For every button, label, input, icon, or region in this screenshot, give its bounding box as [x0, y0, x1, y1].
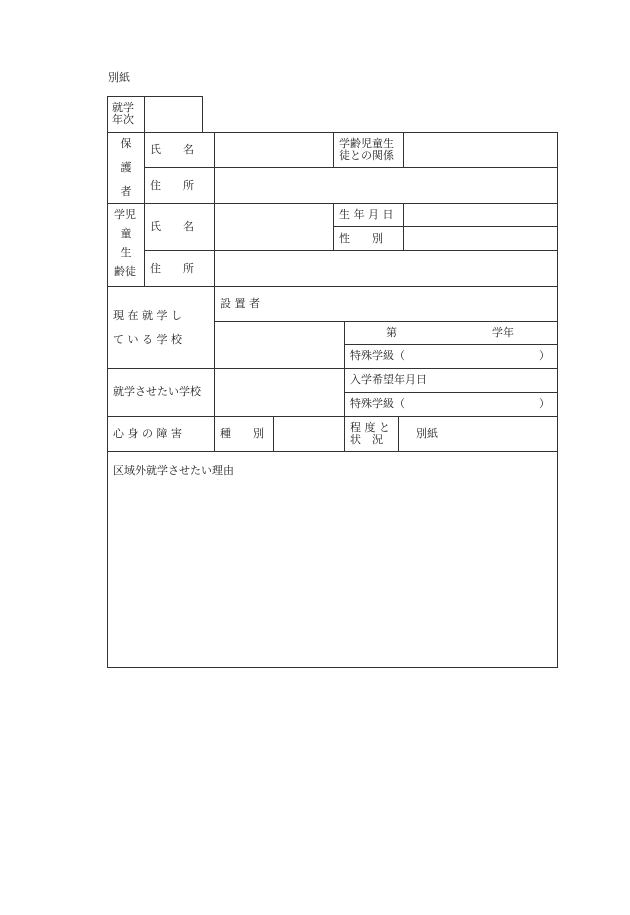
grade-year-label-2: 年次	[112, 113, 134, 126]
student-section-label-1: 学児	[114, 208, 136, 221]
current-school-label-2: て い る 学 校	[113, 333, 182, 346]
founder-label: 設 置 者	[220, 297, 260, 310]
degree-label-2: 状 況	[350, 433, 383, 446]
gender-label: 性 別	[339, 232, 383, 245]
reason-label: 区域外就学させたい理由	[113, 464, 234, 477]
disability-label: 心 身 の 障 害	[113, 427, 182, 440]
guardian-name-label: 氏 名	[150, 143, 194, 156]
guardian-address-label: 住 所	[150, 179, 194, 192]
student-name-label: 氏 名	[150, 220, 194, 233]
birthdate-label: 生 年 月 日	[339, 208, 394, 221]
relationship-label-1: 学齢児童生	[339, 137, 394, 150]
attachment-label: 別紙	[108, 71, 130, 84]
student-section-label-3: 生	[120, 246, 132, 259]
current-school-label-1: 現 在 就 学 し	[113, 309, 182, 322]
degree-label-1: 程 度 と	[350, 421, 390, 434]
current-special-class-close: ）	[539, 349, 550, 362]
student-section-label-2: 童	[120, 227, 132, 240]
desired-school-label: 就学させたい学校	[113, 385, 201, 398]
guardian-section-label-3: 者	[120, 185, 132, 198]
desired-special-class-close: ）	[539, 397, 550, 410]
student-address-label: 住 所	[150, 262, 194, 275]
degree-value: 別紙	[416, 427, 438, 440]
student-section-label-4: 齢徒	[114, 265, 136, 278]
desired-special-class-label: 特殊学級（	[350, 397, 405, 410]
grade-suffix: 学年	[492, 326, 514, 339]
grade-prefix: 第	[386, 326, 397, 339]
grade-year-label-1: 就学	[112, 101, 134, 114]
guardian-section-label-2: 護	[120, 161, 132, 174]
guardian-section-label-1: 保	[120, 137, 132, 150]
enrollment-date-label: 入学希望年月日	[350, 373, 427, 386]
relationship-label-2: 徒との関係	[339, 149, 394, 162]
current-special-class-label: 特殊学級（	[350, 349, 405, 362]
disability-type-label: 種 別	[220, 427, 264, 440]
